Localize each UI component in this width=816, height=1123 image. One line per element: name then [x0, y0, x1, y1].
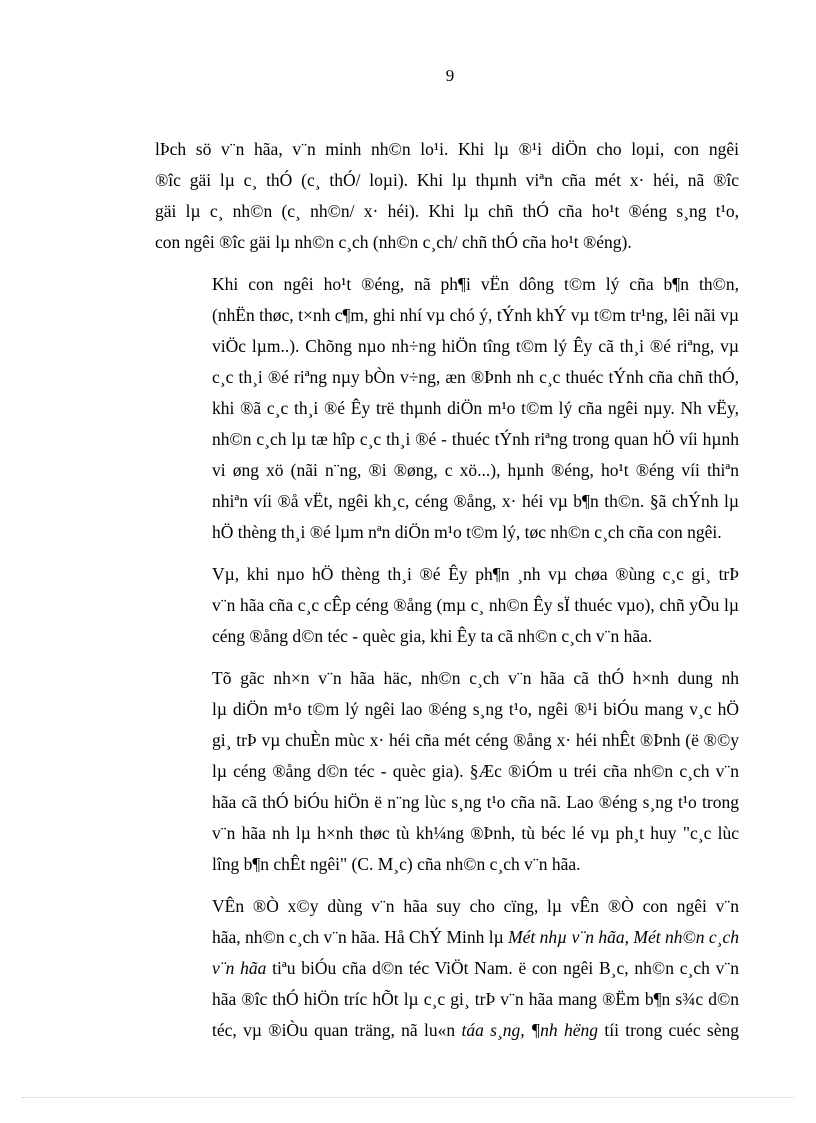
text-run: hãa, nh©n c¸ch v¨n hãa. Hå ChÝ Minh lµ [212, 927, 509, 947]
text-line [155, 953, 739, 984]
text-line: (nhËn thøc, t×nh c¶m, ghi nhí vµ chó ý, tÝnh khÝ vµ t©m tr¹ng, lêi nãi vµ [212, 305, 739, 325]
text-line: nhiªn víi ®å vËt, ngêi kh¸c, céng ®ång, x· héi vµ b¶n th©n. §ã chÝnh lµ [212, 491, 739, 511]
text-line: nh©n c¸ch lµ tæ hîp c¸c th¸i ®é - thuéc tÝnh riªng trong quan hÖ víi hµnh [212, 429, 739, 449]
text-line: gi¸ trÞ vµ chuÈn mùc x· héi cña mét céng ®ång x· héi nhÊt ®Þnh (ë ®©y [212, 730, 739, 750]
italic-title: v¨n hãa [212, 958, 267, 978]
text-run: tíi trong cuéc sèng [598, 1020, 740, 1040]
text-line: hÖ thèng th¸i ®é lµm nªn diÖn m¹o t©m lý, tøc nh©n c¸ch cña con ngêi. [212, 522, 722, 542]
text-run: tiªu biÓu cña d©n téc ViÖt Nam. ë con ngêi B¸c, nh©n c¸ch v¨n [266, 958, 739, 978]
paragraph-4 [155, 663, 739, 880]
text-line: VÊn ®Ò x©y dùng v¨n hãa suy cho cïng, lµ vÊn ®Ò con ngêi v¨n [212, 896, 739, 916]
text-line: hãa ®îc thÓ hiÖn tríc hÕt lµ c¸c gi¸ trÞ v¨n hãa mang ®Ëm b¶n s¾c d©n [212, 989, 739, 1009]
text-line: gäi lµ c¸ nh©n (c¸ nh©n/ x· héi). Khi lµ chñ thÓ cña ho¹t ®éng s¸ng t¹o, [155, 201, 739, 221]
text-line: con ngêi ®îc gäi lµ nh©n c¸ch (nh©n c¸ch/ chñ thÓ cña ho¹t ®éng). [155, 232, 632, 252]
text-line: viÖc lµm..). Chõng nµo nh÷ng hiÖn tîng t©m lý Êy cã th¸i ®é riªng, vµ [212, 336, 739, 356]
text-line: céng ®ång d©n téc - quèc gia, khi Êy ta cã nh©n c¸ch v¨n hãa. [212, 626, 653, 646]
text-line: vi øng xö (nãi n¨ng, ®i ®øng, c xö...), hµnh ®éng, ho¹t ®éng víi thiªn [212, 460, 739, 480]
text-line: ®îc gäi lµ c¸ thÓ (c¸ thÓ/ loµi). Khi lµ thµnh viªn cña mét x· héi, nã ®îc [155, 170, 739, 190]
paragraph-2 [155, 269, 739, 548]
text-line: lµ céng ®ång d©n téc - quèc gia). §Æc ®iÓm u tréi cña nh©n c¸ch v¨n [212, 761, 739, 781]
paragraph-5 [155, 891, 739, 1046]
text-line [155, 1015, 739, 1046]
text-line: Vµ, khi nµo hÖ thèng th¸i ®é Êy ph¶n ¸nh vµ chøa ®ùng c¸c gi¸ trÞ [212, 564, 739, 584]
text-line: lÞch sö v¨n hãa, v¨n minh nh©n lo¹i. Khi lµ ®¹i diÖn cho loµi, con ngêi [155, 139, 739, 159]
paragraph-3 [155, 559, 739, 652]
italic-phrase: táa s¸ng, ¶nh hëng [461, 1020, 599, 1040]
text-line: khi ®ã c¸c th¸i ®é Êy trë thµnh diÖn m¹o t©m lý cña ngêi nµy. Nh vËy, [212, 398, 739, 418]
text-line: hãa cã thÓ biÓu hiÖn ë n¨ng lùc s¸ng t¹o cña nã. Lao ®éng s¸ng t¹o trong [212, 792, 739, 812]
footer-divider [22, 1097, 794, 1098]
body-text [155, 134, 739, 1057]
text-line: v¨n hãa cña c¸c cÊp céng ®ång (mµ c¸ nh©n Êy sÏ thuéc vµo), chñ yÕu lµ [212, 595, 739, 615]
text-line: c¸c th¸i ®é riªng nµy bÒn v÷ng, æn ®Þnh nh c¸c thuéc tÝnh cña chñ thÓ, [212, 367, 739, 387]
text-line: lîng b¶n chÊt ngêi" (C. M¸c) cña nh©n c¸ch v¨n hãa. [212, 854, 581, 874]
text-line: Tõ gãc nh×n v¨n hãa häc, nh©n c¸ch v¨n hãa cã thÓ h×nh dung nh [212, 668, 739, 688]
text-line [155, 922, 739, 953]
text-line: v¨n hãa nh lµ h×nh thøc tù kh¼ng ®Þnh, tù béc lé vµ ph¸t huy "c¸c lùc [212, 823, 739, 843]
text-run: téc, vµ ®iÒu quan träng, nã lu«n [212, 1020, 462, 1040]
italic-title: Mét nhµ v¨n hãa, Mét nh©n c¸ch [508, 927, 739, 947]
page-number: 9 [445, 66, 455, 85]
text-line: Khi con ngêi ho¹t ®éng, nã ph¶i vËn dông t©m lý cña b¶n th©n, [212, 274, 739, 294]
text-line: lµ diÖn m¹o t©m lý ngêi lao ®éng s¸ng t¹o, ngêi ®¹i biÓu mang v¸c hÖ [212, 699, 739, 719]
paragraph-1 [155, 134, 739, 258]
